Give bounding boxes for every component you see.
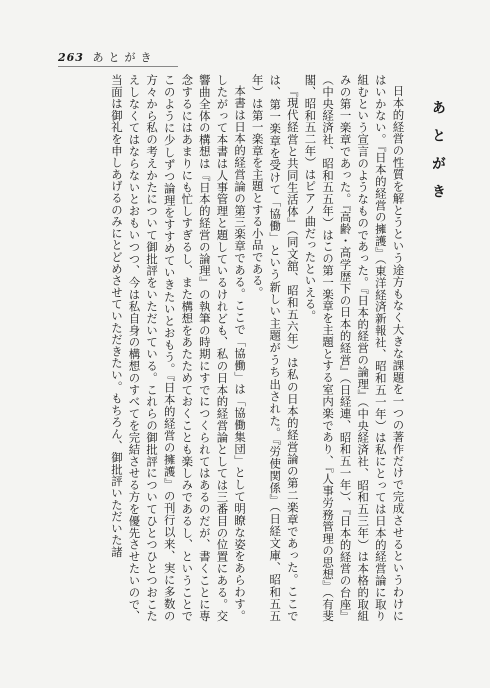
- header-rule: [58, 66, 178, 67]
- running-title: あとがき: [92, 51, 157, 64]
- chapter-title: あとがき: [430, 100, 446, 212]
- vertical-text-block: [26, 74, 446, 622]
- running-header: [58, 49, 156, 65]
- paragraph-3: 本書は日本的経営論の第三楽章である。ここで「協働」は「協働集団」として明瞭な姿をあらわす。したがって本書は人事管理と題しているけれども、私の日本的経営論としては三番目の位置にある。交響曲全体の構想は『日本的経営の論理』の執筆の時期にすでにつくられてはあるのだが、書くことに専念するにはあまりにも忙しすぎるし、また構想をあたためておくことも楽しみであるし、ということでこのように少しずつ論理をすすめていきたいとおもう。『日本的経営の擁護』の刊行以来、実に多数の方々から私の考えかたについて御批評をいただいている。これらの御批評についてひとつひとつおこたえしなくてはならないとおもいつつ、今は私自身の構想のすべてを完結させる方を優先させたいので、当面は御礼を申しあげるのみにとどめさせていただきたい。もちろん、御批評いただいた諸: [109, 74, 248, 622]
- page-number: 263: [58, 51, 84, 64]
- paragraph-2: 『現代経営と共同生活体』（同文舘、昭和五六年）は私の日本的経営論の第二楽章であった。ここでは、第一楽章を受けて「協働」という新しい主題がうち出された。『労使関係』（日経文庫、昭和五五年）は第一楽章を主題とする小品である。: [250, 74, 300, 622]
- paragraph-1: 日本的経営の性質を解とうという途方もなく大きな課題を一つの著作だけで完成させるというわけにはいかない。『日本的経営の擁護』（東洋経済新報社、昭和五一年）は私にとっては日本的経営論に取り組むという宣言のようなものであった。『日本的経営の論理』（中央経済社、昭和五三年）は本格的取組みの第一楽章であった。『高齢・高学歴下の日本的経営』（日経連、昭和五一年）、『日本的経営の台座』（中央経済社、昭和五五年）はこの第一楽章を主題とする室内楽であり、『人事労務管理の思想』（有斐閣、昭和五二年）はピアノ曲だったといえる。: [303, 74, 406, 622]
